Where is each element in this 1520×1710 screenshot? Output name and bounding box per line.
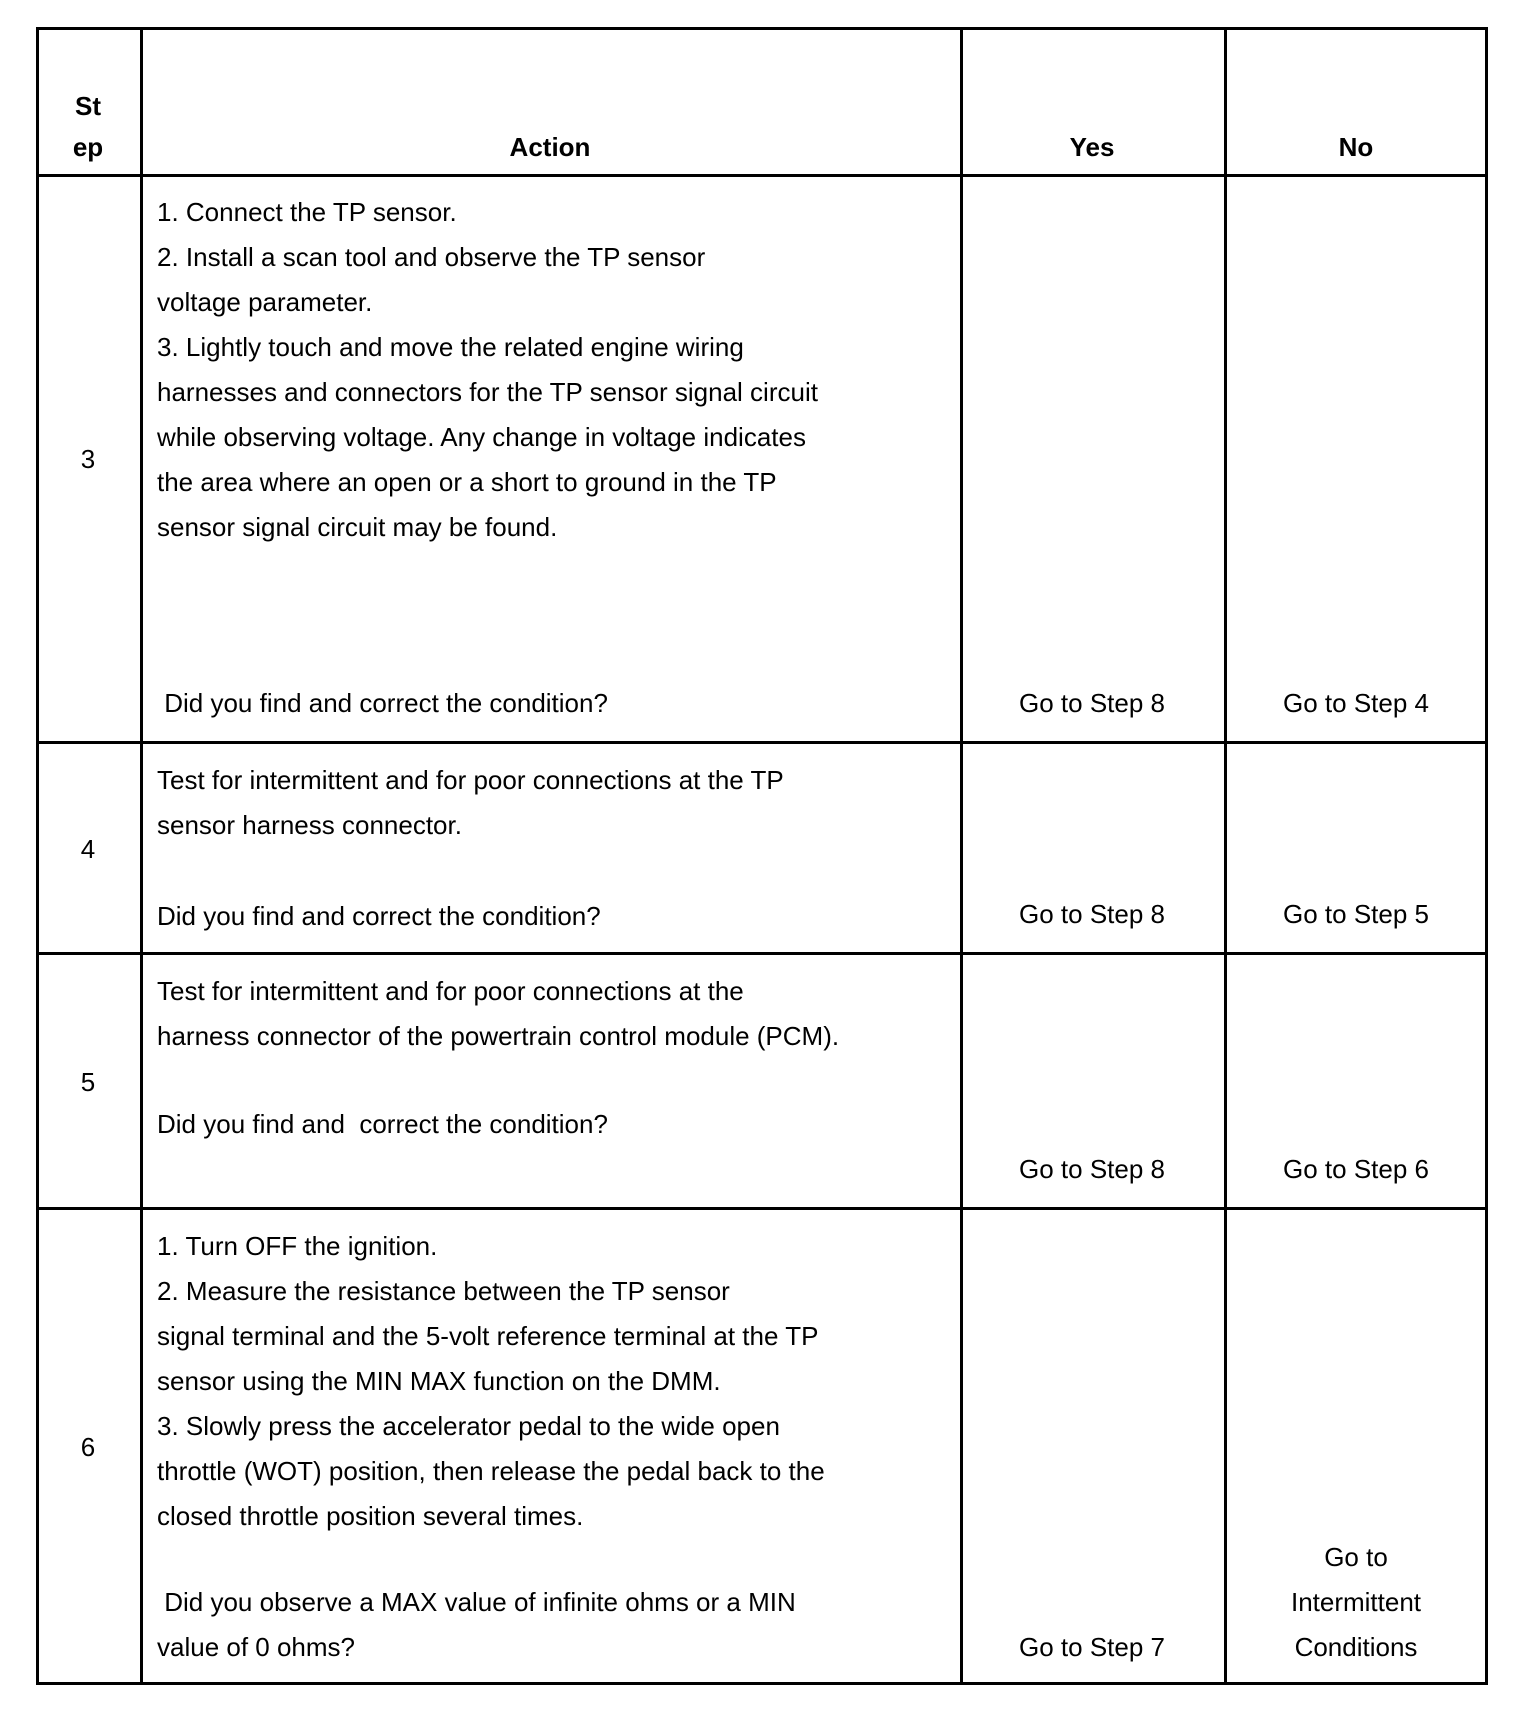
col-divider-yes-no [1224, 27, 1227, 1685]
yes-result: Go to Step 7 [1019, 1632, 1165, 1662]
action-line: harnesses and connectors for the TP sensor signal circuit [157, 377, 818, 407]
no-result: Go to Step 4 [1283, 688, 1429, 718]
action-line: sensor harness connector. [157, 810, 462, 840]
row-divider-5-6 [36, 1207, 1488, 1210]
action-line: harness connector of the powertrain control module (PCM). [157, 1021, 840, 1051]
action-line: sensor signal circuit may be found. [157, 512, 558, 542]
no-result-line: Intermittent [1290, 1587, 1422, 1617]
row-divider-4-5 [36, 952, 1488, 955]
header-yes: Yes [1069, 132, 1115, 162]
table-border-bottom [36, 1682, 1488, 1685]
action-line: voltage parameter. [157, 287, 373, 317]
no-result: Go to Step 6 [1283, 1154, 1429, 1184]
question-text: Did you find and correct the condition? [157, 688, 608, 718]
header-action: Action [509, 132, 591, 162]
action-line: signal terminal and the 5-volt reference terminal at the TP [157, 1321, 819, 1351]
question-text: Did you find and correct the condition? [157, 901, 601, 931]
no-result-line: Conditions [1294, 1632, 1418, 1662]
action-line: 2. Measure the resistance between the TP sensor [157, 1276, 730, 1306]
col-divider-action-yes [960, 27, 963, 1685]
yes-result: Go to Step 8 [1019, 1154, 1165, 1184]
step-number: 6 [80, 1432, 96, 1462]
table-border-right [1485, 27, 1488, 1685]
action-line: Test for intermittent and for poor connections at the TP [157, 765, 784, 795]
table-border-top [36, 27, 1488, 30]
row-divider-3-4 [36, 741, 1488, 744]
col-divider-step-action [140, 27, 143, 1685]
action-line: 3. Slowly press the accelerator pedal to the wide open [157, 1411, 780, 1441]
question-text: value of 0 ohms? [157, 1632, 356, 1662]
action-line: throttle (WOT) position, then release the pedal back to the [157, 1456, 825, 1486]
step-number: 3 [80, 444, 96, 474]
no-result: Go to Step 5 [1283, 899, 1429, 929]
action-line: sensor using the MIN MAX function on the DMM. [157, 1366, 721, 1396]
action-line: 1. Connect the TP sensor. [157, 197, 457, 227]
step-number: 4 [80, 834, 96, 864]
action-line: 2. Install a scan tool and observe the TP sensor [157, 242, 706, 272]
question-text: Did you observe a MAX value of infinite ohms or a MIN [157, 1587, 796, 1617]
header-step-line2: ep [72, 132, 104, 162]
action-line: closed throttle position several times. [157, 1501, 584, 1531]
yes-result: Go to Step 8 [1019, 899, 1165, 929]
question-text: Did you find and correct the condition? [157, 1109, 608, 1139]
action-line: the area where an open or a short to ground in the TP [157, 467, 777, 497]
action-line: 1. Turn OFF the ignition. [157, 1231, 438, 1261]
step-number: 5 [80, 1067, 96, 1097]
no-result-line: Go to [1324, 1542, 1388, 1572]
yes-result: Go to Step 8 [1019, 688, 1165, 718]
procedure-table [36, 27, 1488, 1685]
header-step-line1: St [75, 91, 101, 121]
action-line: 3. Lightly touch and move the related engine wiring [157, 332, 744, 362]
action-line: while observing voltage. Any change in voltage indicates [157, 422, 806, 452]
header-divider [36, 174, 1488, 177]
header-no: No [1338, 132, 1374, 162]
action-line: Test for intermittent and for poor connections at the [157, 976, 744, 1006]
